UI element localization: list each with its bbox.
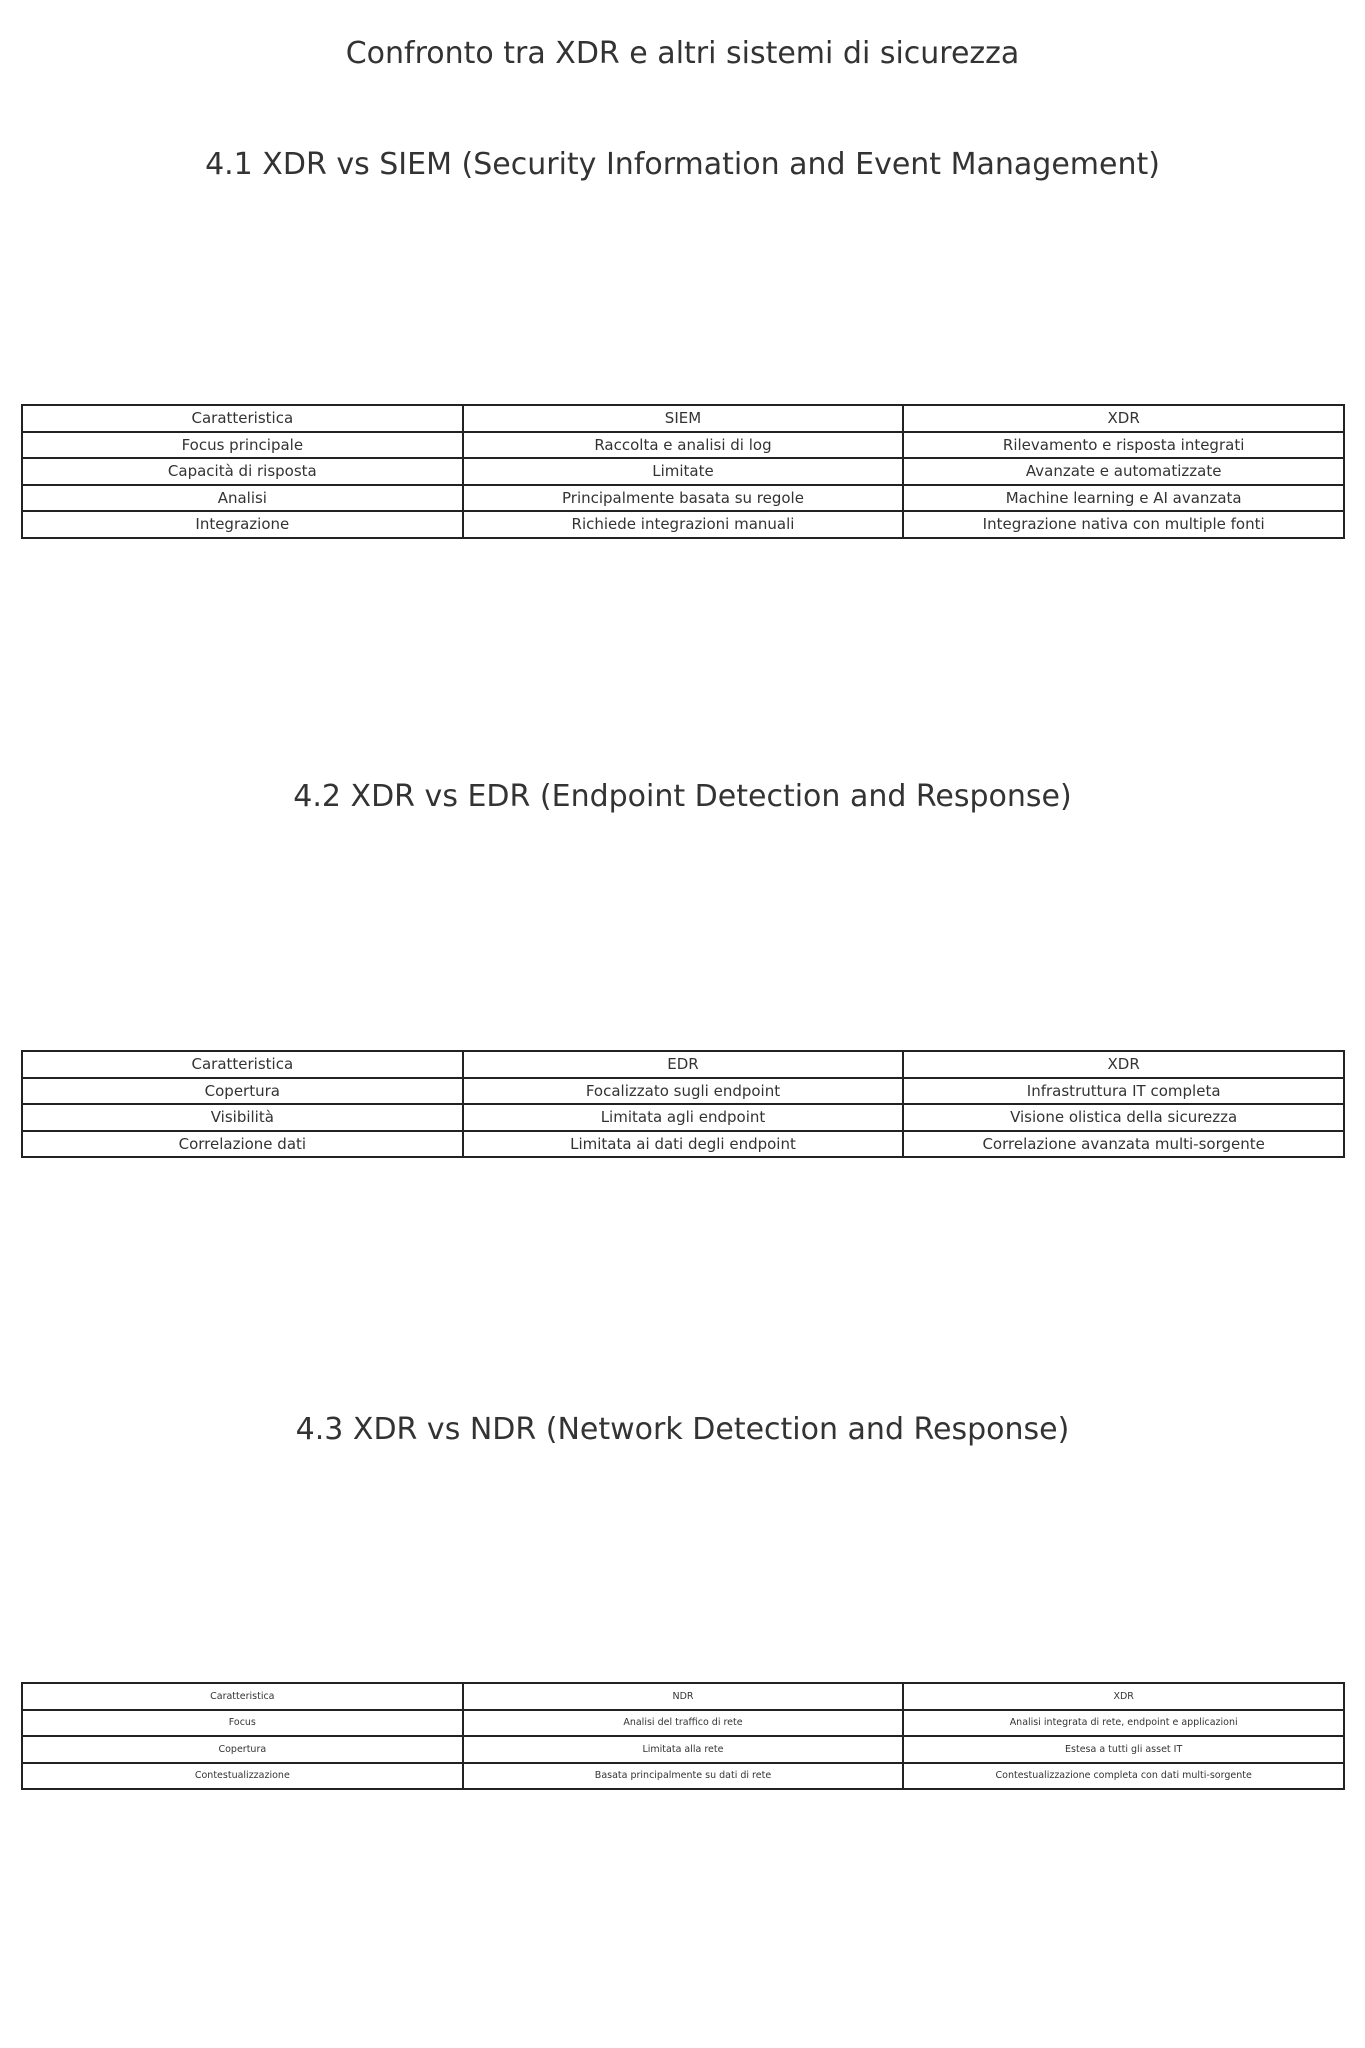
table-row	[22, 432, 1344, 459]
table-cell: Contestualizzazione completa con dati multi-sorgente	[903, 1763, 1344, 1790]
table-cell: Analisi integrata di rete, endpoint e applicazioni	[903, 1710, 1344, 1737]
table-cell: Estesa a tutti gli asset IT	[903, 1736, 1344, 1763]
table-cell: Integrazione nativa con multiple fonti	[903, 511, 1344, 538]
table-header-row	[22, 405, 1344, 432]
table-cell: Correlazione dati	[22, 1131, 463, 1158]
table-cell: EDR	[463, 1051, 904, 1078]
section-title-edr: 4.2 XDR vs EDR (Endpoint Detection and Response)	[293, 779, 1072, 814]
comparison-table-siem	[21, 404, 1345, 539]
page-title: Confronto tra XDR e altri sistemi di sicurezza	[345, 36, 1020, 71]
section-title-ndr: 4.3 XDR vs NDR (Network Detection and Response)	[295, 1412, 1070, 1447]
table-row	[22, 485, 1344, 512]
table-cell: Caratteristica	[22, 1683, 463, 1710]
table-cell: Copertura	[22, 1078, 463, 1105]
table-cell: Machine learning e AI avanzata	[903, 485, 1344, 512]
table-header-row	[22, 1051, 1344, 1078]
table-cell: SIEM	[463, 405, 904, 432]
table-cell: Limitata agli endpoint	[463, 1104, 904, 1131]
table-cell: Analisi del traffico di rete	[463, 1710, 904, 1737]
table-cell: Raccolta e analisi di log	[463, 432, 904, 459]
table-cell: Analisi	[22, 485, 463, 512]
table-row	[22, 1104, 1344, 1131]
table-cell: Avanzate e automatizzate	[903, 458, 1344, 485]
table-cell: XDR	[903, 1051, 1344, 1078]
comparison-table-ndr	[21, 1682, 1345, 1790]
table-cell: Limitata ai dati degli endpoint	[463, 1131, 904, 1158]
table-cell: Basata principalmente su dati di rete	[463, 1763, 904, 1790]
table-header-row	[22, 1683, 1344, 1710]
table-cell: Focus	[22, 1710, 463, 1737]
table-row	[22, 1131, 1344, 1158]
table-cell: Infrastruttura IT completa	[903, 1078, 1344, 1105]
table-cell: Focalizzato sugli endpoint	[463, 1078, 904, 1105]
table-cell: NDR	[463, 1683, 904, 1710]
table-row	[22, 1763, 1344, 1790]
table-cell: Capacità di risposta	[22, 458, 463, 485]
table-cell: XDR	[903, 1683, 1344, 1710]
table-cell: Integrazione	[22, 511, 463, 538]
table-cell: Rilevamento e risposta integrati	[903, 432, 1344, 459]
table-cell: Visione olistica della sicurezza	[903, 1104, 1344, 1131]
table-cell: Correlazione avanzata multi-sorgente	[903, 1131, 1344, 1158]
table-cell: Contestualizzazione	[22, 1763, 463, 1790]
table-cell: Focus principale	[22, 432, 463, 459]
table-cell: XDR	[903, 405, 1344, 432]
section-title-siem: 4.1 XDR vs SIEM (Security Information and Event Management)	[205, 147, 1160, 182]
table-cell: Limitate	[463, 458, 904, 485]
table-cell: Caratteristica	[22, 1051, 463, 1078]
comparison-table-edr	[21, 1050, 1345, 1158]
table-row	[22, 1736, 1344, 1763]
table-cell: Visibilità	[22, 1104, 463, 1131]
table-cell: Limitata alla rete	[463, 1736, 904, 1763]
table-cell: Copertura	[22, 1736, 463, 1763]
table-row	[22, 458, 1344, 485]
table-cell: Richiede integrazioni manuali	[463, 511, 904, 538]
table-row	[22, 511, 1344, 538]
table-row	[22, 1710, 1344, 1737]
table-row	[22, 1078, 1344, 1105]
table-cell: Principalmente basata su regole	[463, 485, 904, 512]
table-cell: Caratteristica	[22, 405, 463, 432]
